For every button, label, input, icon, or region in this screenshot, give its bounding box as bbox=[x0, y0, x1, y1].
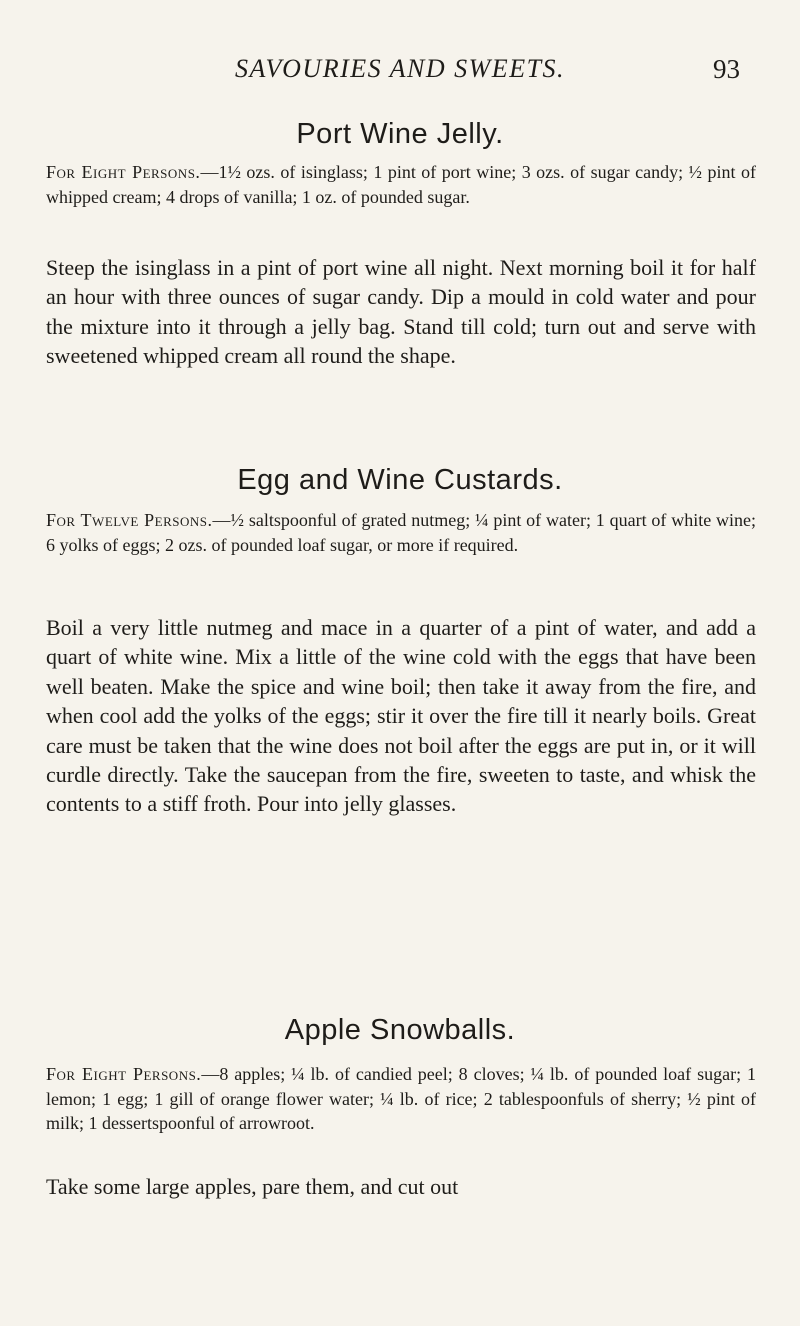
ingredients-lead: For Eight Persons. bbox=[46, 162, 201, 182]
recipe-ingredients bbox=[46, 1062, 756, 1136]
page-number: 93 bbox=[713, 54, 740, 84]
method-text: Take some large apples, pare them, and cut out bbox=[46, 1174, 459, 1199]
recipe-ingredients bbox=[46, 508, 756, 557]
recipe-ingredients bbox=[46, 160, 756, 209]
ingredients-text: —8 apples; ¼ lb. of candied peel; 8 cloves; ¼ lb. of pounded loaf sugar; 1 lemon; 1 egg; 1 gill of orange flower water; ¼ lb. of rice; 2 tablespoonfuls of sherry; ½ pint of milk; 1 dessertspoonful of arrowroot. bbox=[46, 1064, 756, 1133]
method-text: Boil a very little nutmeg and mace in a quarter of a pint of water, and add a quart of white wine. Mix a little of the wine cold with the eggs that have been well beaten. Make the spice and wine boil; then take it away from the fire, and when cool add the yolks of the eggs; stir it over the fire till it nearly boils. Great care must be taken that the wine does not boil after the eggs are put in, or it will curdle directly. Take the saucepan from the fire, sweeten to taste, and whisk the contents to a stiff froth. Pour into jelly glasses. bbox=[46, 615, 756, 817]
ingredients-lead: For Eight Persons. bbox=[46, 1064, 202, 1084]
method-text: Steep the isinglass in a pint of port wine all night. Next morning boil it for half an hour with three ounces of sugar candy. Dip a mould in cold water and pour the mixture into it through a jelly bag. Stand till cold; turn out and serve with sweetened whipped cream all round the shape. bbox=[46, 255, 756, 369]
ingredients-text: —½ saltspoonful of grated nutmeg; ¼ pint of water; 1 quart of white wine; 6 yolks of eggs; 2 ozs. of pounded loaf sugar, or more if required. bbox=[46, 510, 756, 555]
recipe-title: Apple Snowballs. bbox=[284, 1014, 516, 1046]
running-title: SAVOURIES AND SWEETS. bbox=[234, 54, 566, 83]
recipe-method bbox=[46, 1172, 756, 1201]
recipe-method bbox=[46, 253, 756, 371]
recipe-method bbox=[46, 613, 756, 819]
running-head bbox=[0, 54, 800, 94]
ingredients-text: —1½ ozs. of isinglass; 1 pint of port wine; 3 ozs. of sugar candy; ½ pint of whipped cream; 4 drops of vanilla; 1 oz. of pounded sugar. bbox=[46, 162, 756, 207]
recipe-title: Egg and Wine Custards. bbox=[237, 464, 563, 496]
ingredients-lead: For Twelve Persons. bbox=[46, 510, 213, 530]
recipe-title: Port Wine Jelly. bbox=[296, 118, 504, 150]
